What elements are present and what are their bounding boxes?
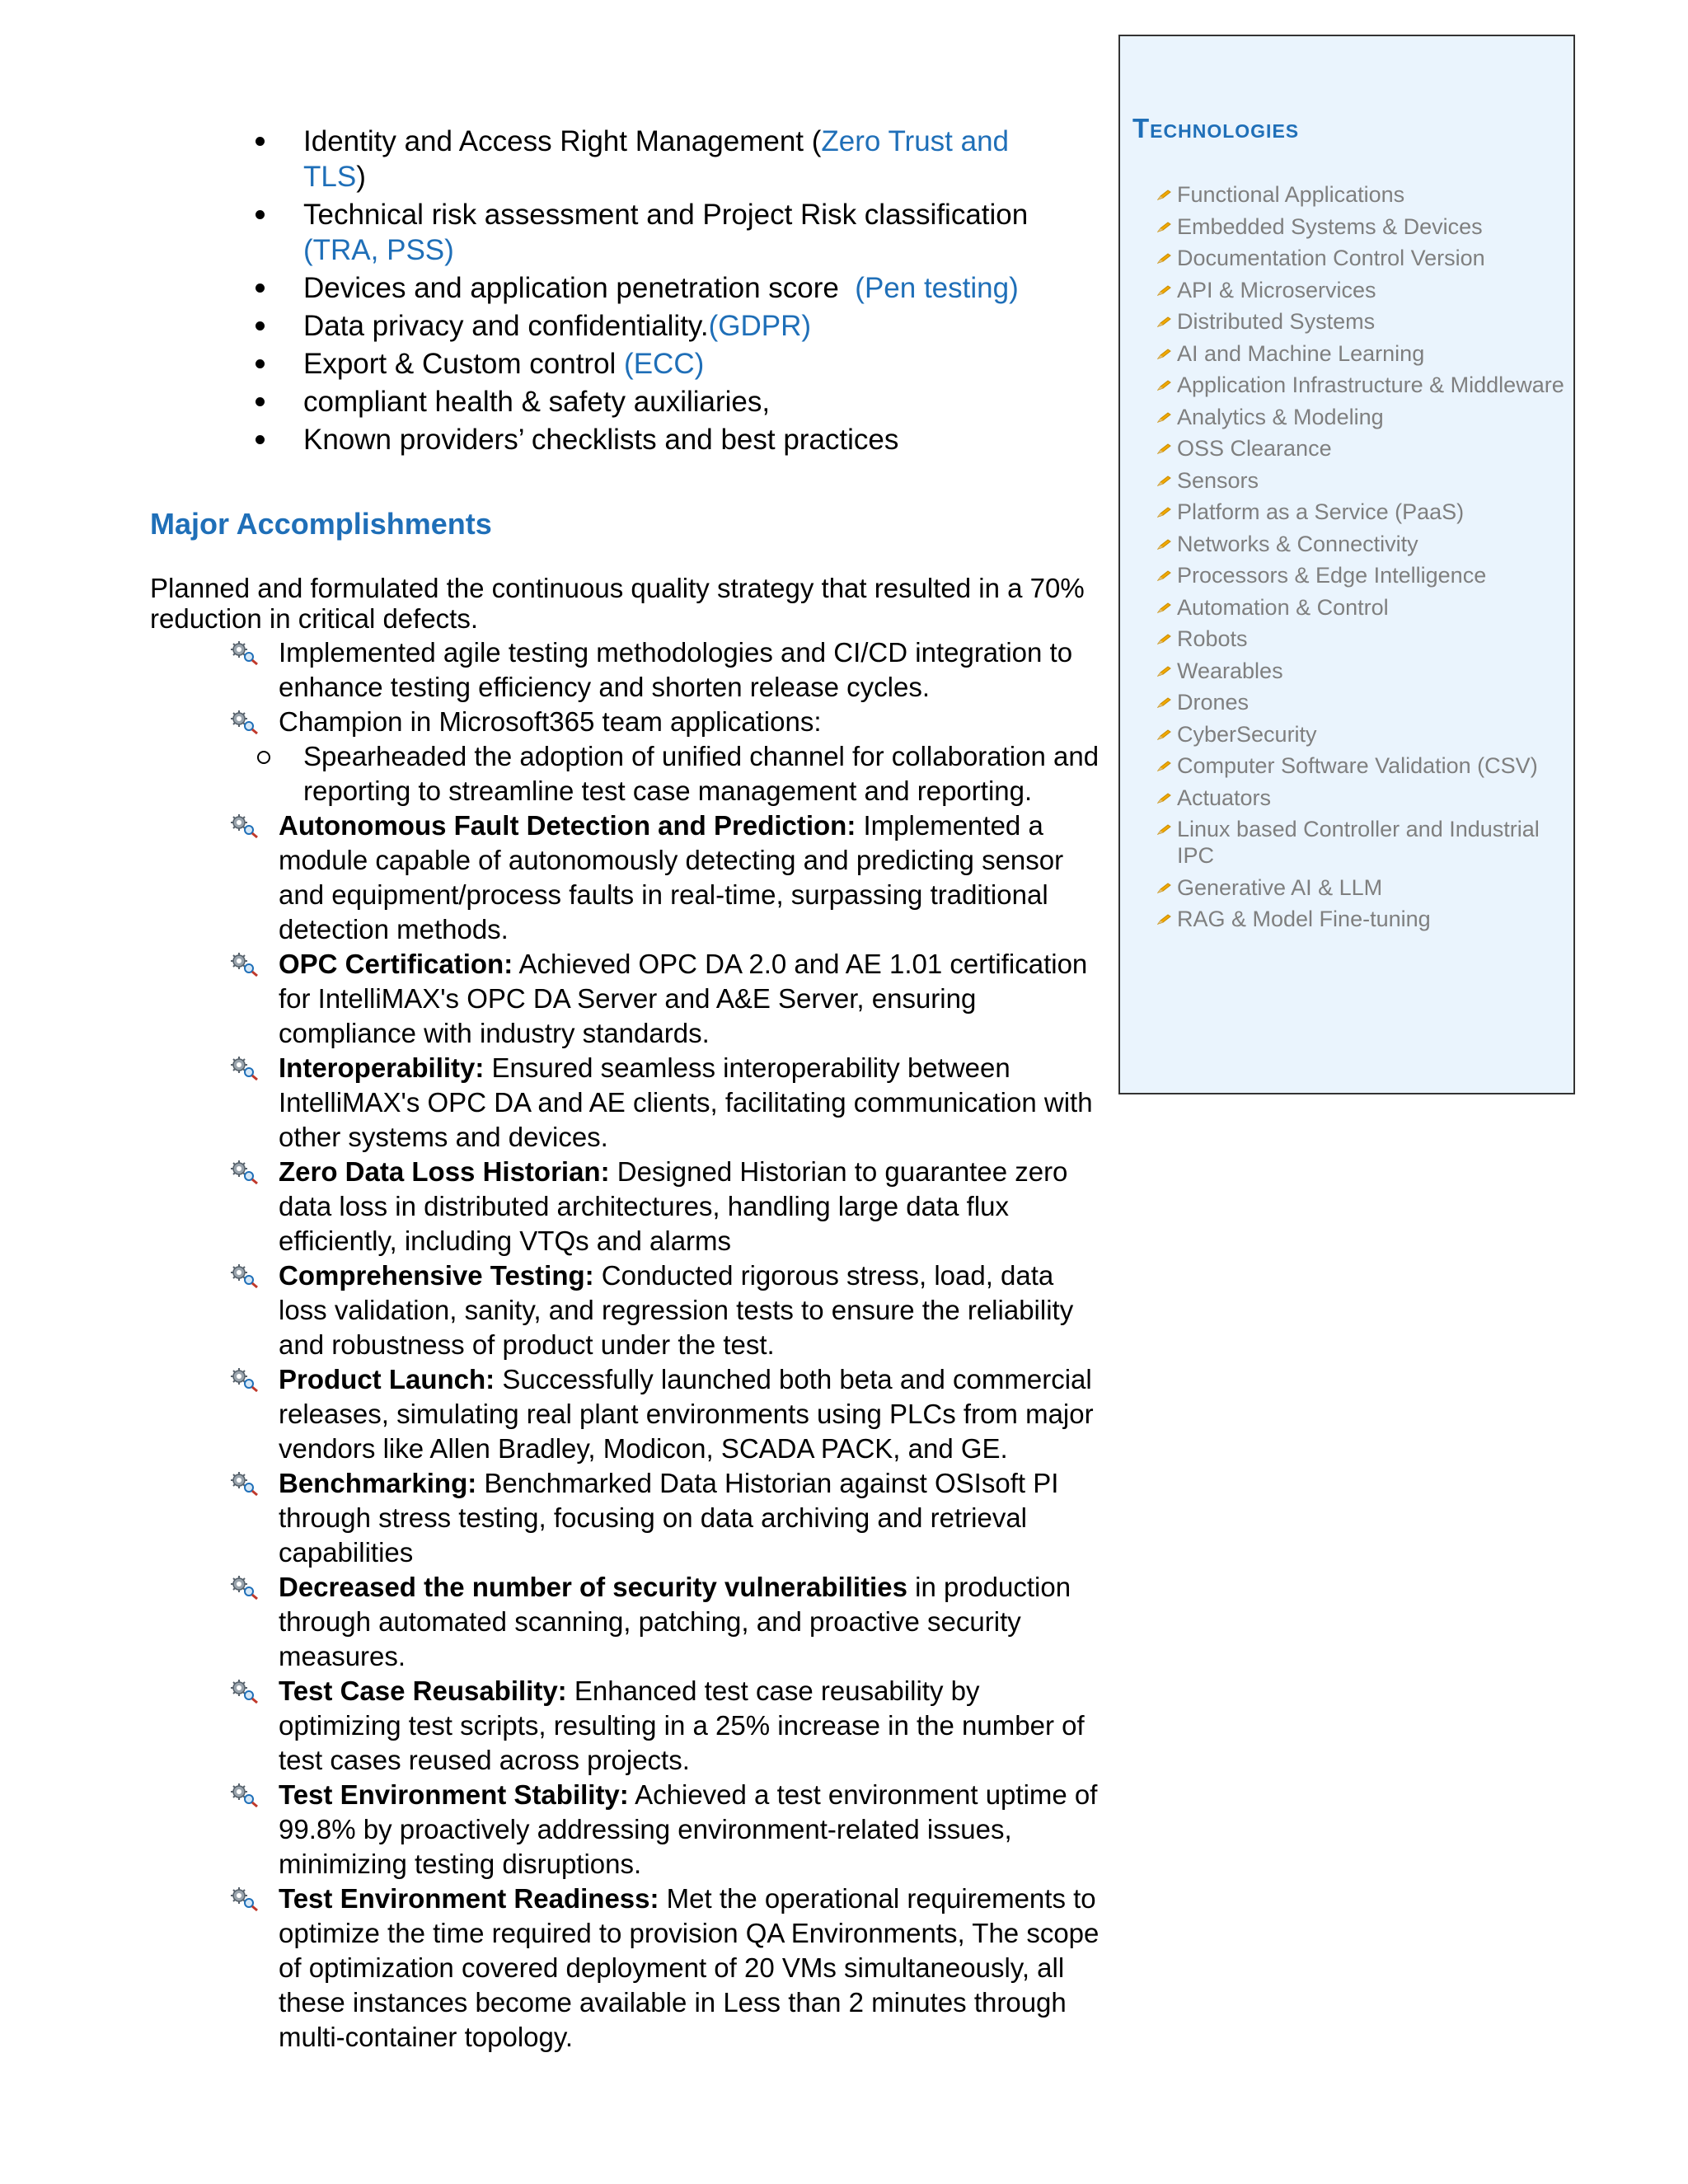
pencil-icon (1157, 882, 1172, 893)
pencil-icon (1157, 602, 1172, 613)
list-item: Export & Custom control (ECC) (256, 346, 1039, 382)
accomplishment-title: Benchmarking: (279, 1468, 477, 1498)
accomplishment-title: Interoperability: (279, 1052, 485, 1083)
gear-magnifier-icon (231, 1575, 259, 1600)
bullet-icon (256, 359, 265, 368)
accomplishment-item (231, 1155, 1104, 1258)
bullet-icon (256, 284, 265, 293)
accomplishment-text: Implemented a module capable of autonomously detecting and predicting sensor and equipment/process faults in real-time, surpassing traditional detection methods. (279, 810, 1064, 944)
pencil-icon (1157, 729, 1172, 740)
accomplishment-item (231, 635, 1104, 705)
technology-item: AI and Machine Learning (1157, 340, 1569, 367)
technologies-sidebar (1118, 35, 1575, 1094)
gear-magnifier-icon (231, 1263, 259, 1288)
accomplishment-title: Comprehensive Testing: (279, 1260, 594, 1291)
pencil-icon (1157, 538, 1172, 550)
pencil-icon (1157, 379, 1172, 391)
technology-item: Functional Applications (1157, 181, 1569, 208)
accomplishment-text: Achieved OPC DA 2.0 and AE 1.01 certification for IntelliMAX's OPC DA Server and A&E Server, ensuring compliance with industry standards. (279, 949, 1088, 1048)
technology-item: OSS Clearance (1157, 435, 1569, 462)
accomplishment-item (231, 1570, 1104, 1674)
technology-item: API & Microservices (1157, 277, 1569, 303)
technology-item: Drones (1157, 689, 1569, 715)
accomplishment-text: in production through automated scanning, patching, and proactive security measures. (279, 1572, 1071, 1671)
pencil-icon (1157, 221, 1172, 232)
bullet-icon (256, 435, 265, 444)
list-item: Data privacy and confidentiality.(GDPR) (256, 308, 1039, 344)
pencil-icon (1157, 696, 1172, 708)
bullet-icon (256, 137, 265, 146)
technology-item: Automation & Control (1157, 594, 1569, 621)
intro-paragraph: Planned and formulated the continuous quality strategy that resulted in a 70% reduction in critical defects. (150, 573, 1085, 634)
technology-item: Application Infrastructure & Middleware (1157, 372, 1569, 398)
pencil-icon (1157, 252, 1172, 264)
pencil-icon (1157, 348, 1172, 359)
accomplishment-title: Test Case Reusability: (279, 1675, 567, 1706)
technology-item: Generative AI & LLM (1157, 874, 1569, 901)
technology-item: Platform as a Service (PaaS) (1157, 499, 1569, 525)
gear-magnifier-icon (231, 1783, 259, 1807)
accomplishment-title: Zero Data Loss Historian: (279, 1156, 610, 1187)
accomplishment-item (231, 1051, 1104, 1155)
technology-item: Documentation Control Version (1157, 245, 1569, 271)
accomplishment-item (231, 1778, 1104, 1882)
accomplishment-text: Ensured seamless interoperability between IntelliMAX's OPC DA and AE clients, facilitating communication with other systems and devices. (279, 1052, 1093, 1152)
accomplishment-text: Achieved a test environment uptime of 99.8% by proactively addressing environment-related issues, minimizing testing disruptions. (279, 1779, 1098, 1879)
pencil-icon (1157, 633, 1172, 644)
gear-magnifier-icon (231, 952, 259, 977)
sub-list (231, 739, 1104, 808)
pencil-icon (1157, 316, 1172, 327)
accomplishment-title: Autonomous Fault Detection and Prediction: (279, 810, 856, 841)
accomplishment-title: OPC Certification: (279, 949, 513, 979)
accomplishment-title: Test Environment Readiness: (279, 1883, 659, 1914)
gear-magnifier-icon (231, 813, 259, 838)
pencil-icon (1157, 443, 1172, 454)
accomplishments-list (231, 635, 1104, 2055)
list-item: Devices and application penetration score (Pen testing) (256, 270, 1039, 306)
hollow-bullet-icon (257, 751, 270, 764)
technology-item: Distributed Systems (1157, 308, 1569, 335)
accomplishment-item (231, 1258, 1104, 1362)
accomplishment-title: Decreased the number of security vulnerabilities (279, 1572, 907, 1602)
pencil-icon (1157, 475, 1172, 486)
gear-magnifier-icon (231, 1367, 259, 1392)
technologies-list (1157, 181, 1569, 938)
accomplishment-text: Benchmarked Data Historian against OSIsoft PI through stress testing, focusing on data archiving and retrieval capabilities (279, 1468, 1059, 1568)
accomplishment-item (231, 947, 1104, 1051)
pencil-icon (1157, 823, 1172, 835)
technology-item: Processors & Edge Intelligence (1157, 562, 1569, 588)
gear-magnifier-icon (231, 640, 259, 665)
pencil-icon (1157, 569, 1172, 581)
technology-item: RAG & Model Fine-tuning (1157, 906, 1569, 932)
technology-item: Embedded Systems & Devices (1157, 213, 1569, 240)
technology-item: Sensors (1157, 467, 1569, 494)
technology-item: Analytics & Modeling (1157, 404, 1569, 430)
accomplishment-text: Successfully launched both beta and commercial releases, simulating real plant environments using PLCs from major vendors like Allen Bradley, Modicon, SCADA PACK, and GE. (279, 1364, 1094, 1464)
accomplishment-item (231, 1466, 1104, 1570)
technology-item: Robots (1157, 626, 1569, 652)
bullet-icon (256, 321, 265, 330)
list-item: compliant health & safety auxiliaries, (256, 384, 1039, 419)
gear-magnifier-icon (231, 1886, 259, 1911)
technology-item: Linux based Controller and Industrial IPC (1157, 816, 1569, 869)
accomplishment-text: Met the operational requirements to optimize the time required to provision QA Environments, The scope of optimization covered deployment of 20 VMs simultaneously, all these instances become available in Less than 2 minutes through multi-container topology. (279, 1883, 1100, 2052)
accomplishment-text: Designed Historian to guarantee zero data loss in distributed architectures, handling large data flux efficiently, including VTQs and alarms (279, 1156, 1068, 1256)
accomplishment-title: Product Launch: (279, 1364, 495, 1394)
pencil-icon (1157, 506, 1172, 518)
accomplishment-item (231, 1882, 1104, 2055)
gear-magnifier-icon (231, 1160, 259, 1184)
gear-magnifier-icon (231, 1056, 259, 1080)
accomplishment-item (231, 1362, 1104, 1466)
accomplishment-text: Champion in Microsoft365 team applications: (279, 706, 822, 737)
list-item: Identity and Access Right Management (Zero Trust and TLS) (256, 124, 1039, 194)
gear-magnifier-icon (231, 710, 259, 734)
bullet-icon (256, 397, 265, 406)
accomplishment-text: Conducted rigorous stress, load, data loss validation, sanity, and regression tests to ensure the reliability and robustness of product under the test. (279, 1260, 1074, 1360)
technology-item: Actuators (1157, 785, 1569, 811)
gear-magnifier-icon (231, 1679, 259, 1704)
technology-item: Computer Software Validation (CSV) (1157, 752, 1569, 779)
sub-list-item: Spearheaded the adoption of unified channel for collaboration and reporting to streamline test case management and reporting. (231, 739, 1104, 808)
accomplishment-text: Enhanced test case reusability by optimizing test scripts, resulting in a 25% increase in the number of test cases reused across projects. (279, 1675, 1085, 1775)
bullet-icon (256, 210, 265, 219)
technology-item: Wearables (1157, 658, 1569, 684)
gear-magnifier-icon (231, 1471, 259, 1496)
accomplishment-item (231, 1674, 1104, 1778)
accomplishment-item (231, 808, 1104, 947)
pencil-icon (1157, 665, 1172, 677)
security-practices-list (256, 124, 1039, 460)
technology-item: Networks & Connectivity (1157, 531, 1569, 557)
list-item: Technical risk assessment and Project Risk classification (TRA, PSS) (256, 197, 1039, 268)
pencil-icon (1157, 913, 1172, 925)
pencil-icon (1157, 284, 1172, 296)
pencil-icon (1157, 792, 1172, 804)
pencil-icon (1157, 760, 1172, 771)
pencil-icon (1157, 189, 1172, 200)
accomplishment-item (231, 705, 1104, 739)
section-heading: Major Accomplishments (150, 507, 492, 541)
list-item: Known providers’ checklists and best practices (256, 422, 1039, 457)
accomplishment-title: Test Environment Stability: (279, 1779, 629, 1810)
pencil-icon (1157, 411, 1172, 423)
sidebar-heading: Technologies (1132, 113, 1300, 143)
accomplishment-text: Implemented agile testing methodologies and CI/CD integration to enhance testing efficiency and shorten release cycles. (279, 637, 1073, 702)
technology-item: CyberSecurity (1157, 721, 1569, 748)
